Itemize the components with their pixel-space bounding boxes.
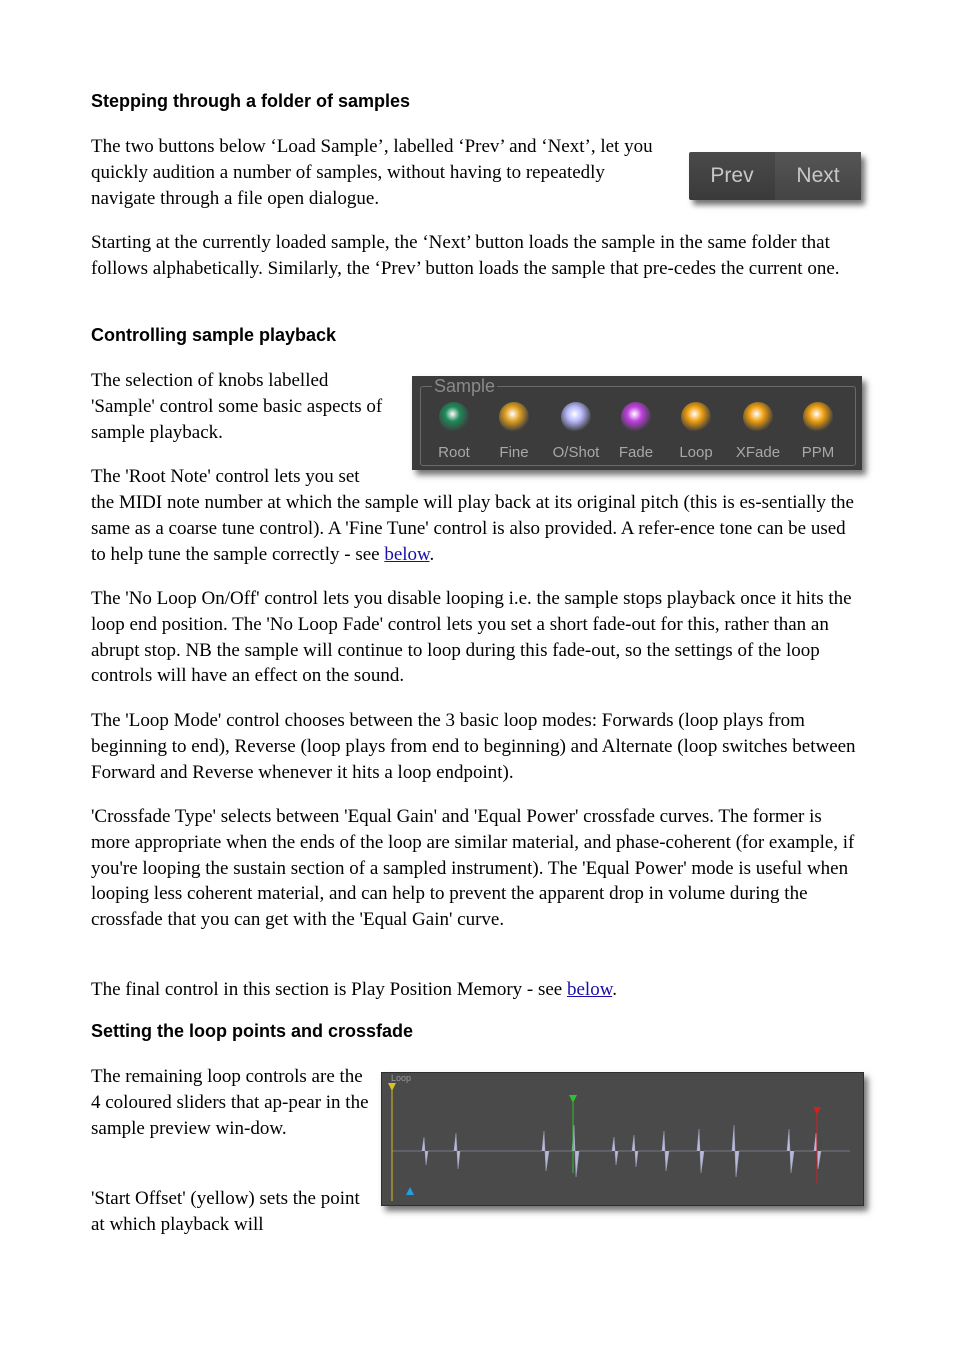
knob-fine-icon[interactable] <box>499 402 529 432</box>
knob-loop-icon[interactable] <box>681 402 711 432</box>
paragraph-prev-next-intro: The two buttons below ‘Load Sample’, labelled ‘Prev’ and ‘Next’, let you quickly audition a number of samples, without having to repeatedly navigate through a file open dialogue. <box>91 136 653 209</box>
paragraph-ppm: The final control in this section is Play Position Memory - see below. <box>91 979 617 1000</box>
paragraph-no-loop: The 'No Loop On/Off' control lets you disable looping i.e. the sample stops playback once it hits the loop end position. The 'No Loop Fade' control lets you set a short fade-out for this, rather than an abrupt stop. NB the sample will continue to loop during this fade-out, so the settings of the loop controls will have an effect on the sound. <box>91 588 852 687</box>
knob-ppm-icon[interactable] <box>803 402 833 432</box>
waveform-display <box>382 1073 863 1205</box>
paragraph-next-prev-behaviour: Starting at the currently loaded sample, the ‘Next’ button loads the sample in the same folder that follows alphabetically. Similarly, the ‘Prev’ button loads the sample that pre-cedes the current one. <box>91 232 840 279</box>
paragraph-root-note: the MIDI note number at which the sample will play back at its original pitch (this is es-sentially the same as a coarse tune control). A 'Fine Tune' control is also provided. A refer-ence tone can be used to help tune the sample correctly - see below. <box>91 492 854 565</box>
knob-fade-icon[interactable] <box>621 402 651 432</box>
next-button[interactable]: Next <box>775 152 861 200</box>
paragraph-sample-knobs: The selection of knobs labelled 'Sample' control some basic aspects of sample playback. <box>91 370 383 443</box>
section-heading-loop-points: Setting the loop points and crossfade <box>91 1021 414 1041</box>
loop-end-handle[interactable] <box>813 1107 821 1115</box>
sample-group-title: Sample <box>434 376 496 396</box>
loop-waveform-panel <box>381 1072 864 1206</box>
paragraph-loop-mode: The 'Loop Mode' control chooses between the 3 basic loop modes: Forwards (loop plays from beginning to end), Reverse (loop plays from end to beginning) and Alternate (loop switches between Forward and Reverse whenever it hits a loop endpoint). <box>91 710 856 783</box>
section-heading-stepping: Stepping through a folder of samples <box>91 91 411 111</box>
knob-label: XFade <box>735 444 781 461</box>
knob-xfade-icon[interactable] <box>743 402 773 432</box>
knob-label: Root <box>438 444 470 461</box>
root-note-text: the MIDI note number at which the sample will play back at its original pitch (this is es-sentially the same as a coarse tune control). A 'Fine Tune' control is also provided. A refer-ence tone can be used to help tune the sample correctly - see <box>91 492 854 565</box>
prev-next-widget <box>689 152 861 200</box>
knob-label: Fine <box>499 444 529 461</box>
knob-label: Loop <box>679 444 713 461</box>
ppm-text: The final control in this section is Play Position Memory - see <box>91 979 563 1000</box>
sample-knobs-panel <box>412 376 862 470</box>
section-heading-playback: Controlling sample playback <box>91 325 337 345</box>
knob-root-icon[interactable] <box>439 402 469 432</box>
below-link-tuning[interactable]: below <box>384 543 430 565</box>
start-offset-handle[interactable] <box>388 1083 396 1091</box>
paragraph-start-offset: 'Start Offset' (yellow) sets the point at which playback will <box>91 1188 360 1235</box>
loop-panel-title: Loop <box>391 1073 412 1083</box>
knob-label: Fade <box>618 444 654 461</box>
paragraph-root-note-lead: The 'Root Note' control lets you set <box>91 466 360 487</box>
prev-button[interactable]: Prev <box>710 164 754 187</box>
knob-label: O/Shot <box>552 444 600 461</box>
loop-start-handle[interactable] <box>569 1095 577 1103</box>
crossfade-handle[interactable] <box>406 1187 414 1195</box>
paragraph-loop-sliders: The remaining loop controls are the 4 coloured sliders that ap-pear in the sample preview win-dow. <box>91 1066 369 1139</box>
waveform <box>392 1125 850 1177</box>
knob-oshot-icon[interactable] <box>561 402 591 432</box>
below-link-ppm[interactable]: below <box>567 979 613 1000</box>
paragraph-crossfade-type: 'Crossfade Type' selects between 'Equal Gain' and 'Equal Power' crossfade curves. The former is more appropriate when the ends of the loop are similar material, and phase-coherent (for example, if you're looping the sustain section of a sampled instrument). The 'Equal Power' mode is useful when looping less coherent material, and can help to prevent the apparent drop in volume during the crossfade that you can get with the 'Equal Gain' curve. <box>91 806 855 931</box>
knob-label: PPM <box>801 444 835 461</box>
